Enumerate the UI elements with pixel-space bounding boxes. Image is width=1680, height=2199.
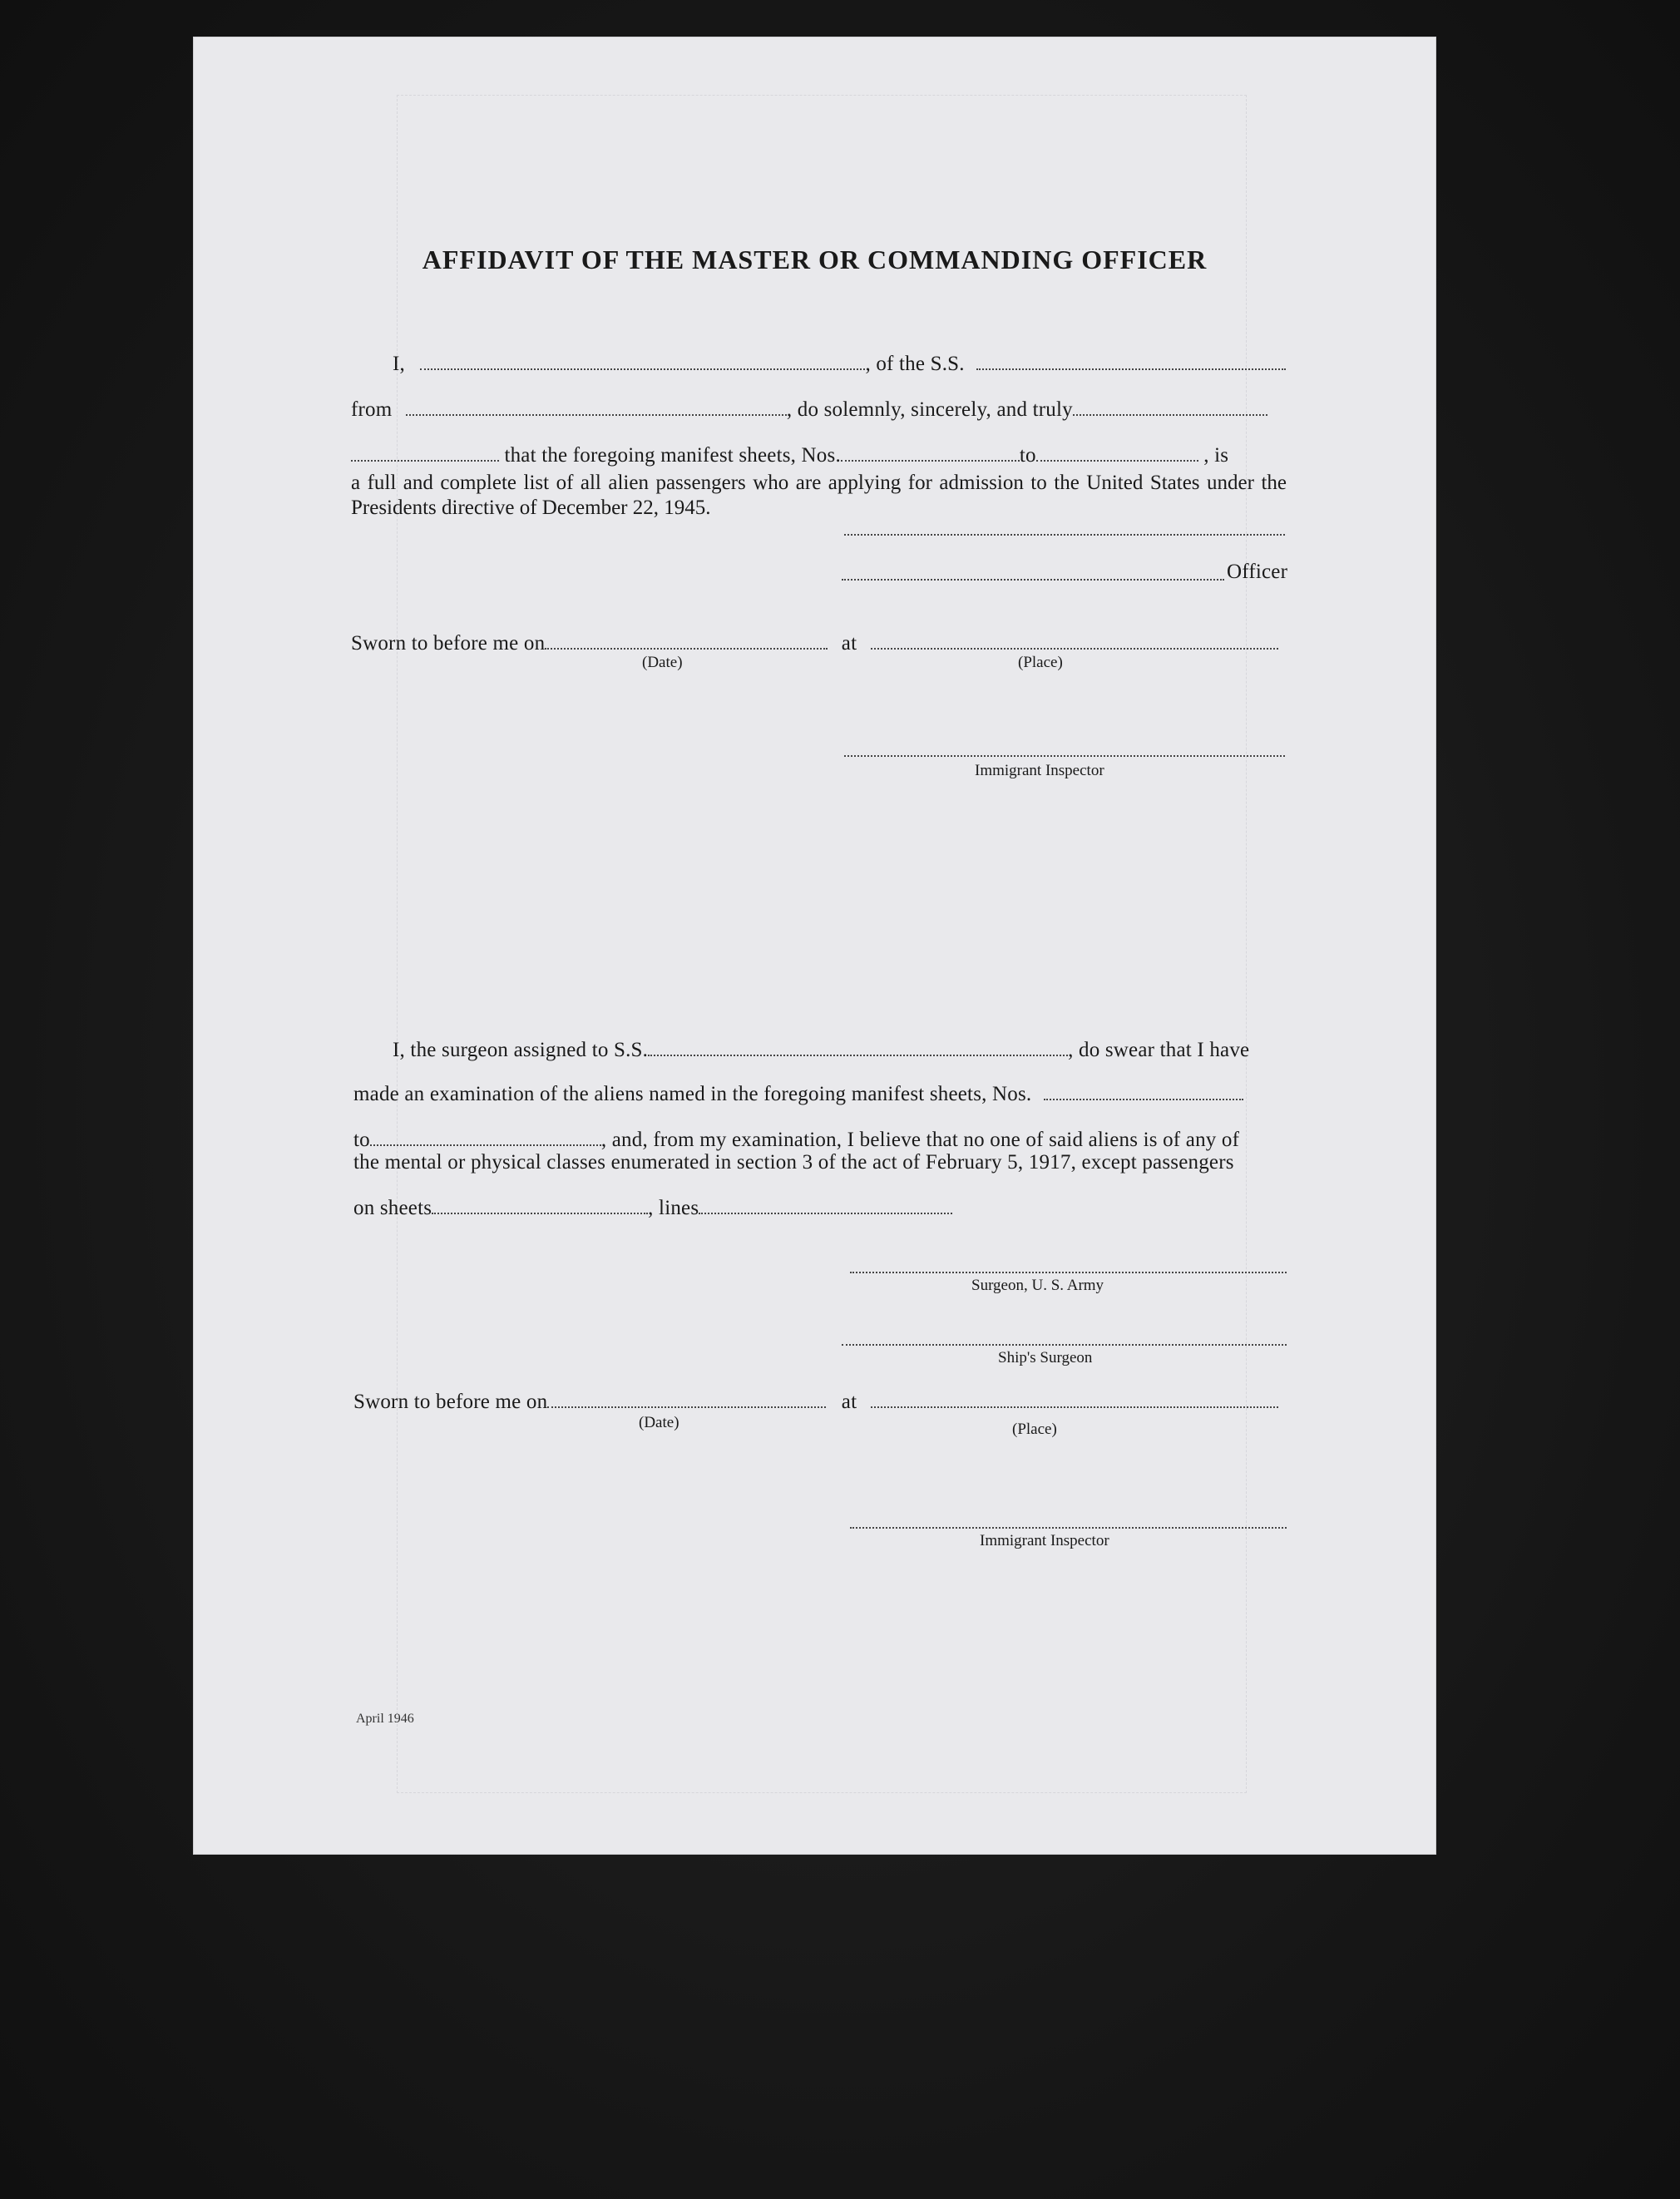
from-label: from (351, 398, 393, 421)
ship-surgeon-caption: Ship's Surgeon (998, 1349, 1093, 1366)
exception-lines-field[interactable] (699, 1198, 952, 1214)
master-sworn-line (351, 632, 1278, 655)
bleed-through-grid (397, 95, 1250, 1793)
surgeon-sworn-place-field[interactable] (871, 1391, 1278, 1408)
master-sworn-place-field[interactable] (871, 633, 1278, 650)
surgeon-sheet-to-field[interactable] (370, 1129, 601, 1146)
surgeon-intro: I, the surgeon assigned to S.S. (393, 1039, 649, 1061)
surgeon-sworn-date-field[interactable] (547, 1391, 826, 1408)
at-label: at (841, 632, 857, 655)
affidavit-page (193, 37, 1436, 1855)
on-sheets-label: on sheets (353, 1197, 432, 1219)
sheet-from-field[interactable] (841, 445, 1020, 462)
solemnly-label: , do solemnly, sincerely, and truly (786, 398, 1073, 421)
sheet-to-field[interactable] (1036, 445, 1198, 462)
master-line-3 (351, 444, 1228, 467)
master-sworn-date-field[interactable] (545, 633, 828, 650)
exception-sheets-field[interactable] (432, 1198, 648, 1214)
surgeon-to-label: to (353, 1129, 370, 1151)
army-surgeon-caption: Surgeon, U. S. Army (971, 1277, 1104, 1294)
place-caption: (Place) (1018, 654, 1063, 671)
master-signature-line[interactable] (844, 532, 1285, 536)
surgeon-line-4: the mental or physical classes enumerated in section 3 of the act of February 5, 1917, except passengers (353, 1151, 1234, 1174)
surgeon-place-caption: (Place) (1012, 1421, 1057, 1438)
surgeon-line-3 (353, 1129, 1239, 1152)
that-foregoing-label: that the foregoing manifest sheets, Nos. (504, 444, 841, 467)
of-the-ss-label: , of the S.S. (865, 353, 965, 375)
is-label: , is (1203, 444, 1229, 467)
surgeon-inspector-line[interactable] (850, 1525, 1287, 1529)
ship-name-field[interactable] (976, 353, 1286, 370)
immigrant-inspector-caption: Immigrant Inspector (975, 762, 1104, 779)
i-label: I, (393, 353, 405, 375)
do-swear-label: , do swear that I have (1068, 1039, 1250, 1061)
oath-word-field[interactable] (1073, 399, 1267, 416)
from-port-field[interactable] (406, 399, 787, 416)
declare-field[interactable] (351, 445, 499, 462)
surgeon-line-5 (353, 1197, 952, 1220)
page-title: AFFIDAVIT OF THE MASTER OR COMMANDING OFFICER (422, 245, 1208, 274)
officer-label: Officer (1227, 561, 1288, 583)
surgeon-at-label: at (841, 1391, 857, 1413)
master-line-1 (393, 353, 1286, 376)
examination-text: made an examination of the aliens named in the foregoing manifest sheets, Nos. (353, 1083, 1032, 1105)
surgeon-sheet-from-field[interactable] (1044, 1084, 1243, 1100)
form-date: April 1946 (356, 1712, 414, 1726)
master-line-2 (351, 398, 1267, 422)
belief-text: , and, from my examination, I believe that no one of said aliens is of any of (600, 1129, 1240, 1151)
surgeon-date-caption: (Date) (639, 1414, 679, 1431)
sworn-label: Sworn to before me on (351, 632, 546, 655)
lines-label: , lines (648, 1197, 699, 1219)
surgeon-line-1 (393, 1039, 1249, 1062)
ship-surgeon-line[interactable] (842, 1342, 1287, 1346)
surgeon-inspector-caption: Immigrant Inspector (980, 1532, 1109, 1549)
surgeon-ship-field[interactable] (648, 1040, 1068, 1056)
to-label: to (1019, 444, 1036, 467)
surgeon-sworn-label: Sworn to before me on (353, 1391, 548, 1413)
master-name-field[interactable] (420, 353, 865, 370)
master-statement: a full and complete list of all alien passengers who are applying for admission to the United States under the Presidents directive of December 22, 1945. (351, 472, 1287, 519)
date-caption: (Date) (642, 654, 683, 671)
army-surgeon-line[interactable] (850, 1270, 1287, 1273)
master-inspector-line[interactable] (844, 754, 1285, 757)
surgeon-sworn-line (353, 1391, 1278, 1414)
surgeon-line-2 (353, 1083, 1243, 1106)
officer-title-line[interactable] (842, 577, 1224, 581)
